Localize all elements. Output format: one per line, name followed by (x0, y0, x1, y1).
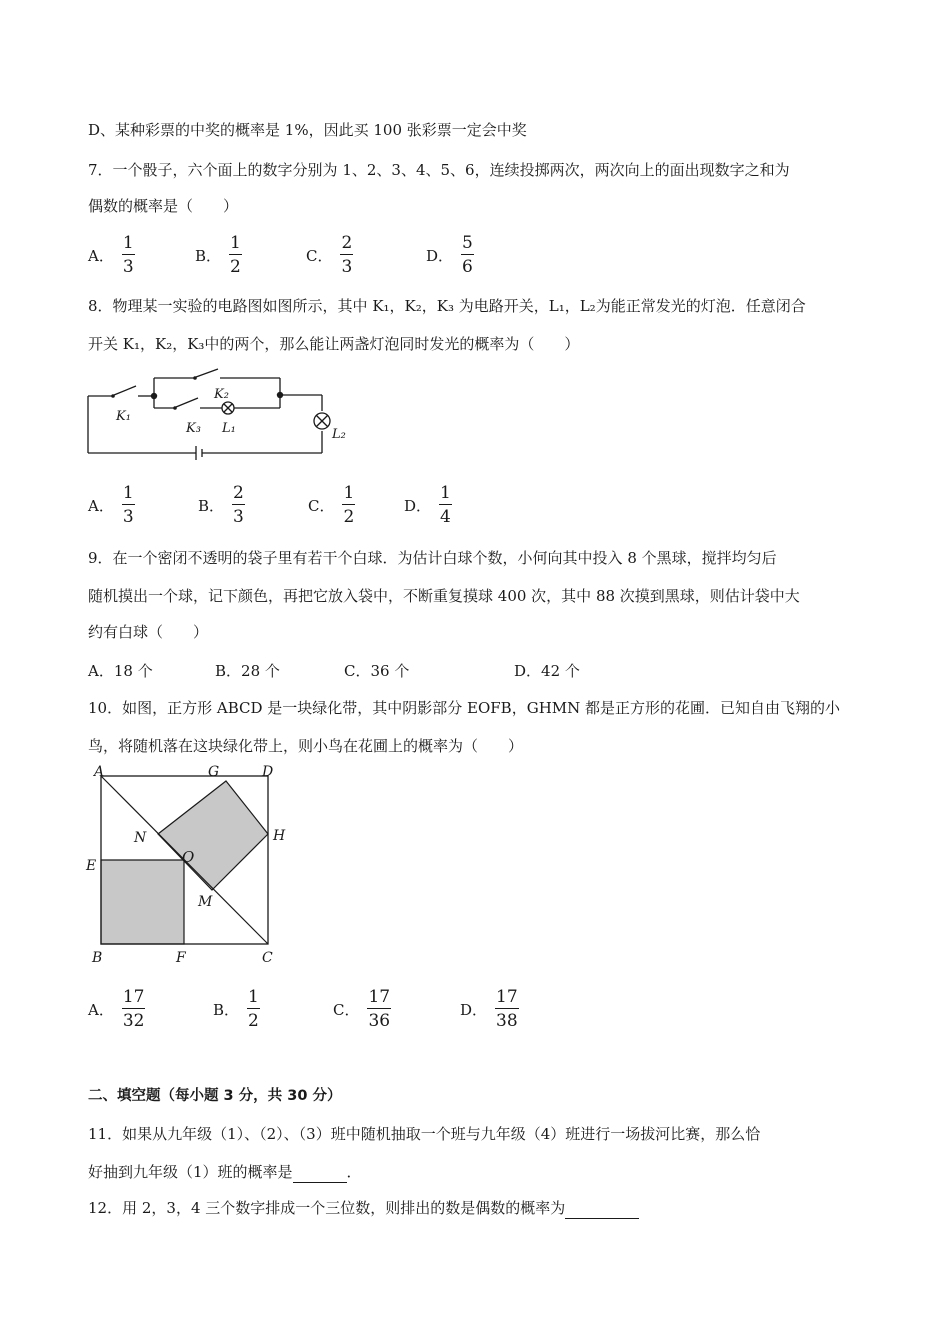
label-o: O (182, 848, 195, 866)
option-label: A． (88, 496, 114, 515)
option-label: C． (333, 1000, 360, 1019)
fraction (495, 987, 519, 1031)
q9-option-c: C．36 个 (344, 662, 410, 680)
q10-stem-line1: 10．如图，正方形 ABCD 是一块绿化带，其中阴影部分 EOFB，GHMN 都是正方形的花圃．已知自由飞翔的小 (88, 699, 841, 717)
q8-options (88, 480, 788, 530)
circuit-diagram (86, 368, 356, 468)
denominator: 4 (439, 504, 452, 527)
q7-option-b (195, 230, 242, 280)
fraction (342, 483, 355, 527)
fraction (229, 233, 242, 277)
q7-option-c (306, 230, 353, 280)
denominator: 6 (461, 254, 474, 277)
option-label: A． (88, 1000, 114, 1019)
option-label: B． (198, 496, 225, 515)
denominator: 3 (122, 504, 135, 527)
q8-option-d (404, 480, 452, 530)
option-label: B． (195, 246, 222, 265)
denominator: 3 (232, 504, 245, 527)
q9-stem-line3: 约有白球（ ） (88, 623, 209, 641)
label-c: C (262, 950, 273, 966)
l1-label: L₁ (222, 421, 236, 436)
numerator: 1 (122, 233, 134, 253)
label-h: H (273, 828, 286, 844)
q9-option-a: A．18 个 (88, 662, 153, 680)
q6-option-d: D、某种彩票的中奖的概率是 1%，因此买 100 张彩票一定会中奖 (88, 121, 527, 139)
label-g: G (208, 764, 220, 780)
denominator: 36 (367, 1008, 391, 1031)
numerator: 2 (341, 233, 353, 253)
q7-option-d (426, 230, 474, 280)
k2-label: K₂ (214, 387, 229, 402)
square-abcd-diagram (82, 764, 302, 964)
q11-text: 好抽到九年级（1）班的概率是 (88, 1163, 293, 1181)
denominator: 2 (342, 504, 355, 527)
option-label: D． (460, 1000, 488, 1019)
q7-stem-line2: 偶数的概率是（ ） (88, 197, 239, 215)
option-label: C． (306, 246, 333, 265)
l2-label: L₂ (332, 427, 346, 442)
label-m: M (198, 894, 213, 910)
q9-option-d: D．42 个 (514, 662, 580, 680)
denominator: 38 (495, 1008, 519, 1031)
q8-stem-line1: 8．物理某一实验的电路图如图所示，其中 K₁，K₂，K₃ 为电路开关，L₁，L₂为能正常发光的灯泡．任意闭合 (88, 297, 806, 315)
q12-answer-blank[interactable] (565, 1198, 639, 1219)
q10-option-a (88, 984, 145, 1034)
numerator: 1 (122, 483, 134, 503)
numerator: 17 (122, 987, 145, 1007)
q8-option-b (198, 480, 245, 530)
q10-stem-line2: 鸟，将随机落在这块绿化带上，则小鸟在花圃上的概率为（ ） (88, 737, 524, 755)
q11-period: ． (346, 1163, 362, 1181)
q11-stem-line1: 11．如果从九年级（1）、（2）、（3）班中随机抽取一个班与九年级（4）班进行一场拔河比赛，那么恰 (88, 1125, 761, 1143)
q9-stem-line2: 随机摸出一个球，记下颜色，再把它放入袋中，不断重复摸球 400 次，其中 88 次摸到黑球，则估计袋中大 (88, 587, 800, 605)
q9-stem-line1: 9．在一个密闭不透明的袋子里有若干个白球．为估计白球个数，小何向其中投入 8 个黑球，搅拌均匀后 (88, 549, 777, 567)
denominator: 3 (122, 254, 135, 277)
fraction (232, 483, 245, 527)
k1-label: K₁ (116, 409, 131, 424)
denominator: 2 (247, 1008, 260, 1031)
numerator: 5 (462, 233, 473, 253)
option-label: D． (404, 496, 432, 515)
q11-answer-blank[interactable] (293, 1162, 347, 1183)
section-2-heading: 二、填空题（每小题 3 分，共 30 分） (88, 1088, 342, 1104)
q12-stem (88, 1198, 639, 1219)
q9-option-b: B．28 个 (215, 662, 280, 680)
label-n: N (134, 830, 147, 846)
q8-option-a (88, 480, 135, 530)
numerator: 1 (230, 233, 241, 253)
q11-stem-line2 (88, 1162, 362, 1183)
numerator: 1 (248, 987, 259, 1007)
fraction (122, 483, 135, 527)
q7-option-a (88, 230, 135, 280)
q12-text: 12．用 2，3，4 三个数字排成一个三位数，则排出的数是偶数的概率为 (88, 1199, 566, 1217)
q7-options (88, 230, 788, 280)
q10-option-d (460, 984, 519, 1034)
option-label: B． (213, 1000, 240, 1019)
option-label: A． (88, 246, 114, 265)
label-e: E (86, 858, 97, 874)
k3-label: K₃ (186, 421, 201, 436)
q10-options (88, 984, 788, 1034)
fraction (340, 233, 353, 277)
label-b: B (92, 950, 103, 966)
fraction (439, 483, 452, 527)
option-label: D． (426, 246, 454, 265)
fraction (122, 233, 135, 277)
q10-option-b (213, 984, 260, 1034)
q9-options (88, 660, 788, 680)
option-label: C． (308, 496, 335, 515)
numerator: 17 (368, 987, 391, 1007)
label-d: D (262, 764, 274, 780)
label-f: F (176, 950, 186, 966)
q8-stem-line2: 开关 K₁，K₂，K₃中的两个，那么能让两盏灯泡同时发光的概率为（ ） (88, 335, 580, 353)
fraction (367, 987, 391, 1031)
numerator: 17 (496, 987, 518, 1007)
denominator: 3 (340, 254, 353, 277)
fraction (461, 233, 474, 277)
denominator: 2 (229, 254, 242, 277)
label-a: A (94, 764, 105, 780)
q8-option-c (308, 480, 355, 530)
numerator: 2 (233, 483, 244, 503)
denominator: 32 (122, 1008, 146, 1031)
numerator: 1 (343, 483, 355, 503)
fraction (247, 987, 260, 1031)
fraction (122, 987, 146, 1031)
q7-stem-line1: 7．一个骰子，六个面上的数字分别为 1、2、3、4、5、6，连续投掷两次，两次向上的面出现数字之和为 (88, 161, 790, 179)
q10-option-c (333, 984, 391, 1034)
numerator: 1 (440, 483, 451, 503)
